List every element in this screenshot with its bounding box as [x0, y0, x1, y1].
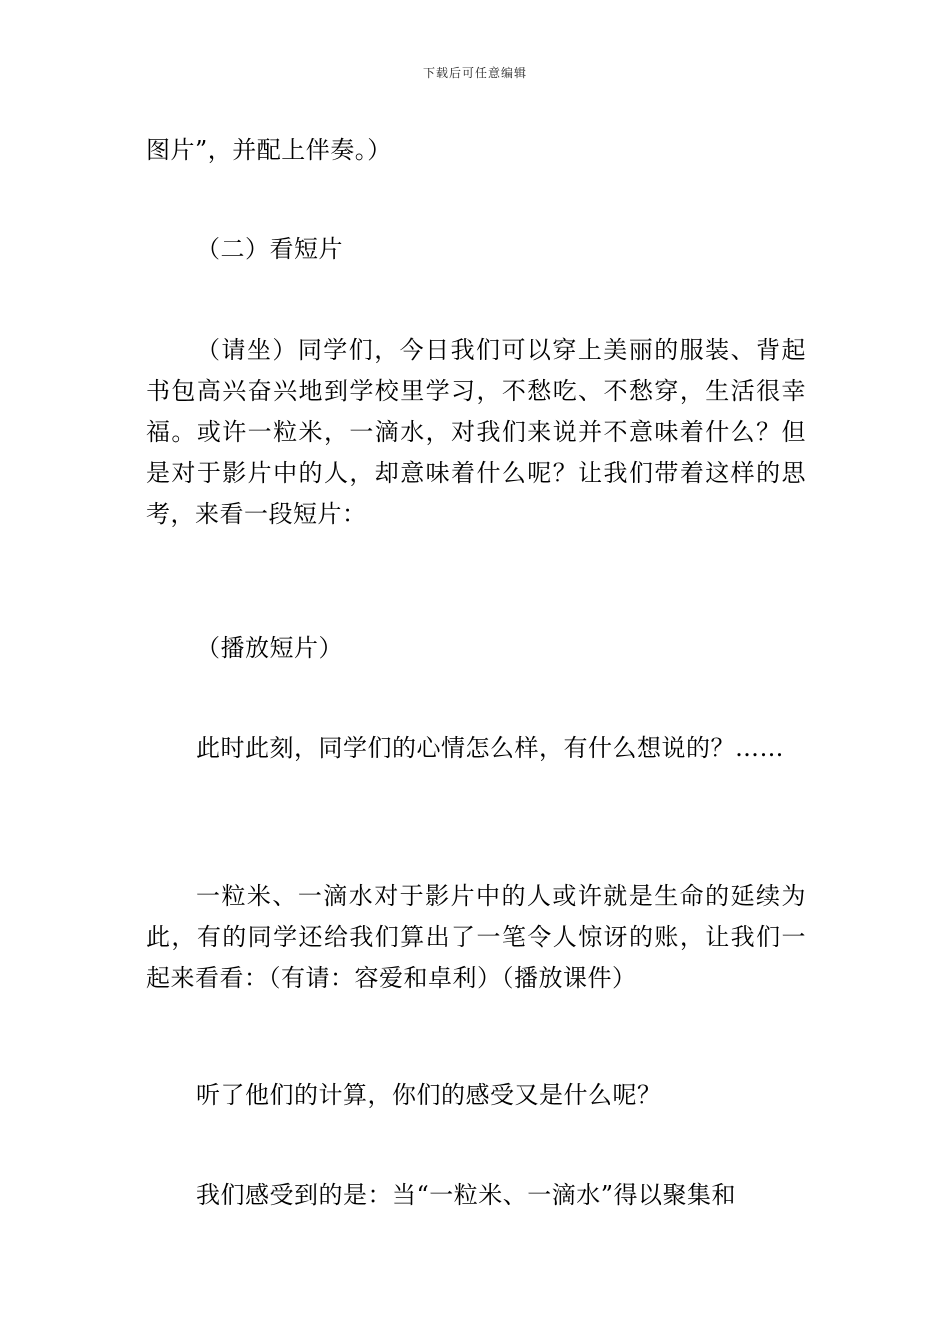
- paragraph-3: （请坐）同学们，今日我们可以穿上美丽的服装、背起书包高兴奋兴地到学校里学习，不愁吃、不愁穿，生活很幸福。或许一粒米，一滴水，对我们来说并不意味着什么？但是对于影片中的人，却意味着什么呢？让我们带着这样的思考，来看一段短片：: [146, 336, 806, 528]
- paragraph-7: 听了他们的计算，你们的感受又是什么呢？: [196, 1081, 662, 1109]
- paragraph-8: 我们感受到的是：当“一粒米、一滴水”得以聚集和: [196, 1181, 737, 1209]
- paragraph-6: 一粒米、一滴水对于影片中的人或许就是生命的延续为此，有的同学还给我们算出了一笔令人惊讶的账，让我们一起来看看：（有请：容爱和卓利）（播放课件）: [146, 882, 806, 992]
- paragraph-1: 图片”，并配上伴奏。）: [146, 136, 392, 164]
- paragraph-2-heading: （二）看短片: [196, 235, 343, 263]
- paragraph-5: 此时此刻，同学们的心情怎么样，有什么想说的？……: [196, 734, 784, 762]
- page-header: 下载后可任意编辑: [422, 66, 527, 80]
- paragraph-4: （播放短片）: [196, 634, 343, 662]
